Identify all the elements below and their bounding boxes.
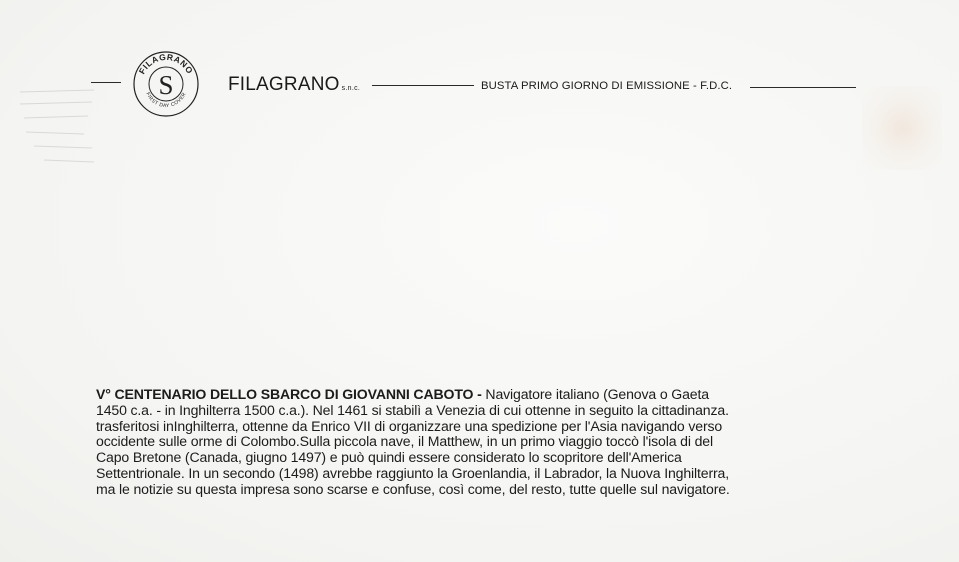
description-block: [96, 387, 856, 498]
bleed-through-stamp-mark: [14, 82, 100, 170]
description-line: Capo Bretone (Canada, giugno 1497) e può quindi essere considerato lo scopritore dell'America: [96, 449, 682, 466]
middle-rule: [372, 85, 474, 86]
description-title: V° CENTENARIO DELLO SBARCO DI GIOVANNI CABOTO -: [96, 386, 482, 402]
description-line: trasferitosi inInghilterra, ottenne da Enrico VII di organizzare una spedizione per l'Asia navigando verso: [96, 417, 723, 434]
logo-monogram: S: [158, 70, 174, 100]
description-line: ma le notizie su questa impresa sono scarse e confuse, così come, del resto, tutte quelle sul navigatore.: [96, 480, 730, 497]
description-line: occidente sulle orme di Colombo.Sulla piccola nave, il Matthew, in un primo viaggio toccò l'isola di del: [96, 433, 713, 450]
description-line: 1450 c.a. - in Inghilterra 1500 c.a.). Nel 1461 si stabilì a Venezia di cui ottenne in seguito la cittadinanza.: [96, 401, 729, 418]
bleed-through-stamp-stain: [862, 86, 942, 170]
description-line: Settentrionale. In un secondo (1498) avrebbe raggiunto la Groenlandia, il Labrador, la Nuova Inghilterra,: [96, 464, 729, 481]
brand-name: [228, 74, 360, 96]
right-rule: [750, 87, 856, 88]
filagrano-logo-seal: [132, 50, 200, 118]
description-first-line-rest: Navigatore italiano (Genova o Gaeta: [481, 386, 709, 402]
description-line-1: [96, 387, 856, 403]
brand-text: FILAGRANO: [228, 74, 340, 95]
logo-ring-text: FILAGRANO: [136, 51, 196, 76]
brand-suffix: s.n.c.: [341, 85, 361, 92]
left-dash-rule: [91, 82, 121, 83]
fdc-label: BUSTA PRIMO GIORNO DI EMISSIONE - F.D.C.: [481, 80, 733, 92]
logo-ring-text-bottom: FIRST DAY COVER: [144, 91, 188, 110]
